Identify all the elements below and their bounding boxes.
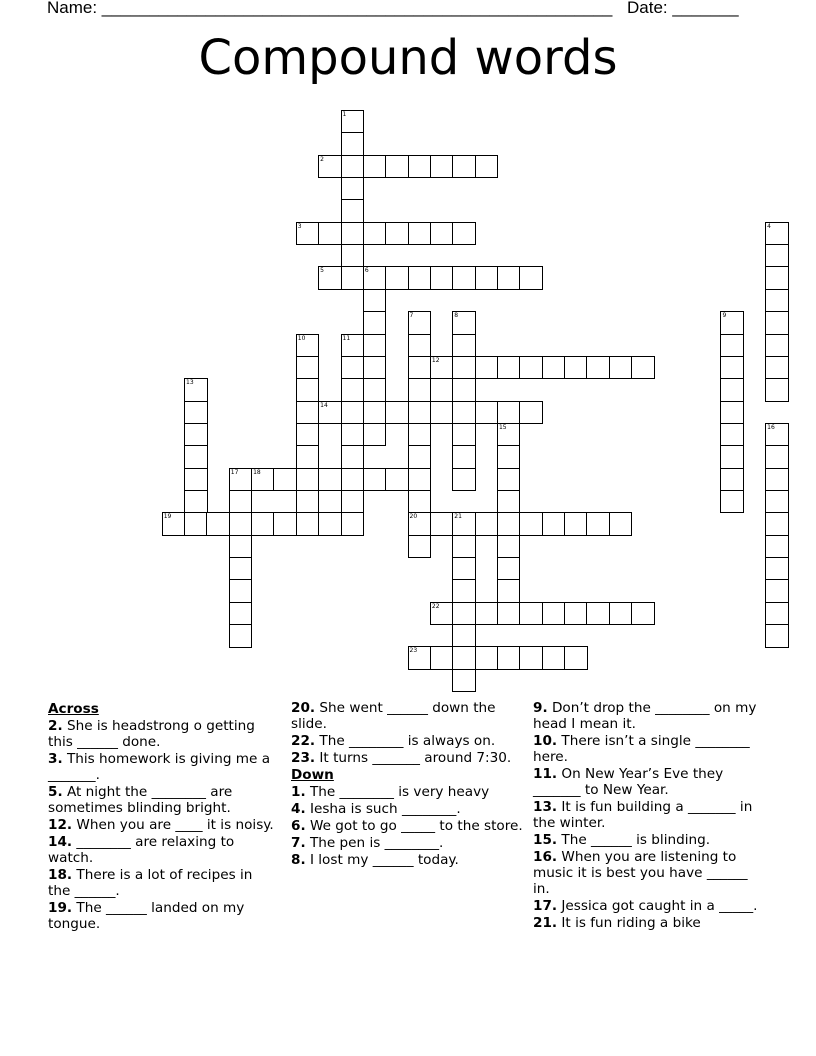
clue-number: 5. (48, 784, 63, 800)
grid-cell[interactable] (765, 378, 789, 402)
grid-cell[interactable] (475, 646, 499, 670)
across-heading: Across (48, 701, 99, 717)
grid-cell[interactable] (273, 468, 297, 492)
clue-text: ________ are relaxing to watch. (48, 834, 235, 866)
clue-number: 5 (320, 267, 324, 275)
grid-cell[interactable] (363, 155, 387, 179)
grid-cell[interactable] (720, 334, 744, 358)
grid-cell[interactable] (318, 512, 342, 536)
grid-cell[interactable] (765, 602, 789, 626)
grid-cell[interactable] (765, 445, 789, 469)
grid-cell[interactable] (184, 512, 208, 536)
grid-cell[interactable] (765, 468, 789, 492)
clue-number: 10 (297, 334, 306, 342)
grid-cell[interactable] (475, 602, 499, 626)
grid-cell[interactable] (497, 557, 521, 581)
clue-item (48, 718, 278, 750)
grid-cell[interactable] (206, 512, 230, 536)
clue-number: 17. (533, 898, 558, 914)
grid-cell[interactable] (452, 334, 476, 358)
clue-text: The ______ landed on my tongue. (48, 900, 245, 932)
grid-cell[interactable] (341, 490, 365, 514)
grid-cell[interactable] (765, 535, 789, 559)
grid-cell[interactable] (385, 468, 409, 492)
grid-cell[interactable] (184, 445, 208, 469)
grid-cell[interactable] (720, 378, 744, 402)
clue-number: 21 (454, 513, 462, 521)
clue-text: The pen is ________. (305, 835, 444, 851)
grid-cell[interactable] (452, 669, 476, 693)
clue-item (533, 915, 765, 931)
grid-cell[interactable] (720, 445, 744, 469)
grid-cell[interactable] (497, 512, 521, 536)
grid-cell[interactable] (408, 445, 432, 469)
clue-text: It is fun building a _______ in the winter. (533, 799, 753, 831)
clue-item (48, 867, 278, 899)
clue-item (48, 751, 278, 783)
grid-cell[interactable] (341, 155, 365, 179)
grid-cell[interactable] (296, 378, 320, 402)
clue-number: 19 (163, 513, 172, 521)
clue-number: 14. (48, 834, 73, 850)
clue-number: 6. (291, 818, 306, 834)
grid-cell[interactable] (564, 646, 588, 670)
clue-number: 15 (498, 423, 507, 431)
grid-cell[interactable] (720, 423, 744, 447)
clue-text: On New Year’s Eve they _______ to New Year. (533, 766, 724, 798)
grid-cell[interactable] (542, 646, 566, 670)
clue-number: 20 (409, 513, 418, 521)
grid-cell[interactable] (765, 579, 789, 603)
grid-cell[interactable] (318, 222, 342, 246)
grid-cell[interactable] (341, 401, 365, 425)
grid-cell[interactable] (341, 512, 365, 536)
grid-cell[interactable] (184, 423, 208, 447)
grid-cell[interactable] (519, 512, 543, 536)
grid-cell[interactable] (720, 311, 744, 335)
grid-cell[interactable] (408, 401, 432, 425)
grid-cell[interactable] (564, 512, 588, 536)
clue-number: 3 (297, 222, 302, 230)
grid-cell[interactable] (430, 266, 454, 290)
grid-cell[interactable] (363, 468, 387, 492)
clue-item (533, 849, 765, 897)
grid-cell[interactable] (586, 356, 610, 380)
clue-item (291, 784, 523, 800)
clues-column-2 (291, 700, 523, 869)
grid-cell[interactable] (765, 289, 789, 313)
grid-cell[interactable] (229, 557, 253, 581)
clue-text: She is headstrong o getting this ______ done. (48, 718, 255, 750)
grid-cell[interactable] (318, 155, 342, 179)
grid-cell[interactable] (564, 356, 588, 380)
grid-cell[interactable] (765, 266, 789, 290)
grid-cell[interactable] (452, 401, 476, 425)
grid-cell[interactable] (363, 311, 387, 335)
grid-cell[interactable] (296, 401, 320, 425)
grid-cell[interactable] (341, 110, 365, 134)
clue-item (291, 818, 523, 834)
grid-cell[interactable] (452, 445, 476, 469)
grid-cell[interactable] (765, 334, 789, 358)
grid-cell[interactable] (430, 155, 454, 179)
grid-cell[interactable] (363, 401, 387, 425)
clue-item (291, 700, 523, 732)
grid-cell[interactable] (542, 602, 566, 626)
grid-cell[interactable] (229, 579, 253, 603)
clue-number: 10. (533, 733, 558, 749)
clue-item (48, 834, 278, 866)
grid-cell[interactable] (497, 579, 521, 603)
clue-number: 18. (48, 867, 73, 883)
grid-cell[interactable] (341, 356, 365, 380)
grid-cell[interactable] (497, 490, 521, 514)
grid-cell[interactable] (765, 624, 789, 648)
clue-text: There isn’t a single ________ here. (533, 733, 750, 765)
date-field: Date: _______ (627, 0, 739, 17)
clue-item (533, 799, 765, 831)
grid-cell[interactable] (765, 356, 789, 380)
grid-cell[interactable] (229, 512, 253, 536)
clue-number: 23 (409, 647, 418, 655)
grid-cell[interactable] (475, 356, 499, 380)
grid-cell[interactable] (341, 177, 365, 201)
clue-text: We got to go _____ to the store. (305, 818, 523, 834)
grid-cell[interactable] (542, 512, 566, 536)
grid-cell[interactable] (720, 468, 744, 492)
clue-number: 12 (431, 356, 440, 364)
grid-cell[interactable] (341, 423, 365, 447)
grid-cell[interactable] (475, 155, 499, 179)
grid-cell[interactable] (251, 512, 275, 536)
grid-cell[interactable] (519, 266, 543, 290)
grid-cell[interactable] (408, 334, 432, 358)
grid-cell[interactable] (430, 401, 454, 425)
clue-text: It is fun riding a bike (557, 915, 701, 931)
clue-item (291, 801, 523, 817)
grid-cell[interactable] (385, 155, 409, 179)
grid-cell[interactable] (341, 222, 365, 246)
grid-cell[interactable] (408, 512, 432, 536)
grid-cell[interactable] (586, 512, 610, 536)
grid-cell[interactable] (452, 222, 476, 246)
clue-text: It turns _______ around 7:30. (315, 750, 512, 766)
grid-cell[interactable] (385, 222, 409, 246)
grid-cell[interactable] (519, 646, 543, 670)
grid-cell[interactable] (296, 445, 320, 469)
grid-cell[interactable] (497, 468, 521, 492)
clue-text: There is a lot of recipes in the ______. (48, 867, 253, 899)
grid-cell[interactable] (363, 423, 387, 447)
grid-cell[interactable] (229, 468, 253, 492)
clue-number: 22. (291, 733, 316, 749)
clues-column-3 (533, 700, 765, 932)
grid-cell[interactable] (475, 266, 499, 290)
clue-text: I lost my ______ today. (305, 852, 459, 868)
grid-cell[interactable] (430, 222, 454, 246)
grid-cell[interactable] (765, 512, 789, 536)
clue-text: This homework is giving me a _______. (48, 751, 271, 783)
clue-item (291, 852, 523, 868)
grid-cell[interactable] (430, 602, 454, 626)
grid-cell[interactable] (251, 468, 275, 492)
grid-cell[interactable] (497, 423, 521, 447)
grid-cell[interactable] (273, 512, 297, 536)
grid-cell[interactable] (497, 266, 521, 290)
clue-number: 18 (253, 468, 261, 476)
grid-cell[interactable] (765, 222, 789, 246)
grid-cell[interactable] (475, 512, 499, 536)
clue-number: 2. (48, 718, 63, 734)
clue-number: 19. (48, 900, 73, 916)
grid-cell[interactable] (229, 602, 253, 626)
grid-cell[interactable] (519, 401, 543, 425)
grid-cell[interactable] (162, 512, 186, 536)
grid-cell[interactable] (341, 132, 365, 156)
grid-cell[interactable] (363, 378, 387, 402)
grid-cell[interactable] (765, 490, 789, 514)
clue-number: 7. (291, 835, 306, 851)
grid-cell[interactable] (765, 557, 789, 581)
page-title: Compound words (198, 30, 618, 86)
grid-cell[interactable] (318, 266, 342, 290)
grid-cell[interactable] (408, 468, 432, 492)
clue-text: When you are ____ it is noisy. (72, 817, 274, 833)
grid-cell[interactable] (363, 266, 387, 290)
clue-number: 9 (722, 312, 727, 320)
grid-cell[interactable] (452, 557, 476, 581)
grid-cell[interactable] (430, 646, 454, 670)
clue-number: 11. (533, 766, 558, 782)
grid-cell[interactable] (184, 401, 208, 425)
grid-cell[interactable] (452, 468, 476, 492)
grid-cell[interactable] (408, 155, 432, 179)
grid-cell[interactable] (341, 378, 365, 402)
grid-cell[interactable] (184, 378, 208, 402)
grid-cell[interactable] (631, 602, 655, 626)
grid-cell[interactable] (430, 356, 454, 380)
clue-number: 2 (320, 155, 324, 163)
grid-cell[interactable] (363, 334, 387, 358)
grid-cell[interactable] (408, 222, 432, 246)
grid-cell[interactable] (296, 512, 320, 536)
grid-cell[interactable] (385, 266, 409, 290)
grid-cell[interactable] (296, 334, 320, 358)
clue-number: 14 (320, 401, 328, 409)
grid-cell[interactable] (765, 244, 789, 268)
clue-number: 8 (454, 312, 459, 320)
grid-cell[interactable] (497, 401, 521, 425)
grid-cell[interactable] (408, 311, 432, 335)
grid-cell[interactable] (341, 468, 365, 492)
grid-cell[interactable] (564, 602, 588, 626)
grid-cell[interactable] (452, 155, 476, 179)
grid-cell[interactable] (720, 401, 744, 425)
grid-cell[interactable] (408, 266, 432, 290)
grid-cell[interactable] (408, 423, 432, 447)
grid-cell[interactable] (296, 490, 320, 514)
grid-cell[interactable] (408, 646, 432, 670)
clue-number: 13. (533, 799, 558, 815)
clue-text: She went ______ down the slide. (291, 700, 496, 732)
clue-number: 16. (533, 849, 558, 865)
grid-cell[interactable] (363, 289, 387, 313)
grid-cell[interactable] (452, 602, 476, 626)
grid-cell[interactable] (452, 356, 476, 380)
grid-cell[interactable] (497, 535, 521, 559)
clue-item (48, 900, 278, 932)
down-heading: Down (291, 767, 334, 783)
clue-number: 8. (291, 852, 306, 868)
clue-text: At night the ________ are sometimes blinding bright. (48, 784, 233, 816)
clue-number: 16 (767, 423, 775, 431)
grid-cell[interactable] (452, 378, 476, 402)
clue-number: 23. (291, 750, 316, 766)
clue-number: 20. (291, 700, 316, 716)
grid-cell[interactable] (519, 356, 543, 380)
grid-cell[interactable] (497, 445, 521, 469)
grid-cell[interactable] (542, 356, 566, 380)
clues-column-1 (48, 700, 278, 933)
grid-cell[interactable] (452, 512, 476, 536)
grid-cell[interactable] (184, 490, 208, 514)
clue-item (291, 835, 523, 851)
clue-item (533, 832, 765, 848)
grid-cell[interactable] (341, 334, 365, 358)
clue-number: 6 (364, 267, 369, 275)
grid-cell[interactable] (452, 266, 476, 290)
grid-cell[interactable] (720, 356, 744, 380)
clue-number: 3. (48, 751, 63, 767)
grid-cell[interactable] (430, 512, 454, 536)
clue-item (533, 766, 765, 798)
grid-cell[interactable] (363, 356, 387, 380)
grid-cell[interactable] (229, 535, 253, 559)
clue-number: 4. (291, 801, 306, 817)
clue-item (533, 733, 765, 765)
grid-cell[interactable] (408, 535, 432, 559)
clue-number: 15. (533, 832, 558, 848)
grid-cell[interactable] (341, 445, 365, 469)
grid-cell[interactable] (497, 602, 521, 626)
grid-cell[interactable] (408, 356, 432, 380)
grid-cell[interactable] (631, 356, 655, 380)
grid-cell[interactable] (497, 356, 521, 380)
grid-cell[interactable] (341, 266, 365, 290)
grid-cell[interactable] (296, 222, 320, 246)
clue-number: 11 (342, 334, 351, 342)
clue-text: The ________ is always on. (315, 733, 496, 749)
clue-item (291, 750, 523, 766)
clue-number: 22 (431, 602, 440, 610)
grid-cell[interactable] (296, 468, 320, 492)
clue-number: 9. (533, 700, 548, 716)
grid-cell[interactable] (452, 423, 476, 447)
grid-cell[interactable] (229, 624, 253, 648)
clue-number: 17 (230, 468, 239, 476)
grid-cell[interactable] (341, 199, 365, 223)
grid-cell[interactable] (184, 468, 208, 492)
clue-number: 13 (186, 379, 194, 387)
grid-cell[interactable] (519, 602, 543, 626)
grid-cell[interactable] (765, 423, 789, 447)
grid-cell[interactable] (318, 401, 342, 425)
grid-cell[interactable] (408, 490, 432, 514)
grid-cell[interactable] (452, 535, 476, 559)
grid-cell[interactable] (586, 602, 610, 626)
grid-cell[interactable] (475, 401, 499, 425)
clue-item (533, 898, 765, 914)
grid-cell[interactable] (385, 401, 409, 425)
grid-cell[interactable] (341, 244, 365, 268)
clue-item (291, 733, 523, 749)
grid-cell[interactable] (452, 646, 476, 670)
clue-item (48, 784, 278, 816)
clue-text: The ________ is very heavy (305, 784, 490, 800)
clue-text: When you are listening to music it is best you have ______ in. (533, 849, 748, 897)
clue-number: 12. (48, 817, 73, 833)
grid-cell[interactable] (452, 311, 476, 335)
clue-text: The ______ is blinding. (557, 832, 711, 848)
clue-item (48, 817, 278, 833)
clue-number: 7 (409, 312, 414, 320)
grid-cell[interactable] (609, 602, 633, 626)
clue-number: 1 (342, 111, 347, 118)
grid-cell[interactable] (720, 490, 744, 514)
clue-text: Iesha is such ________. (305, 801, 461, 817)
clue-number: 4 (767, 222, 771, 230)
grid-cell[interactable] (296, 356, 320, 380)
grid-cell[interactable] (408, 378, 432, 402)
grid-cell[interactable] (229, 490, 253, 514)
grid-cell[interactable] (765, 311, 789, 335)
clue-text: Jessica got caught in a _____. (557, 898, 758, 914)
grid-cell[interactable] (609, 356, 633, 380)
grid-cell[interactable] (497, 646, 521, 670)
clue-number: 1. (291, 784, 306, 800)
name-field: Name: ______________________________________________________ (47, 0, 613, 17)
clue-number: 21. (533, 915, 558, 931)
grid-cell[interactable] (609, 512, 633, 536)
grid-cell[interactable] (318, 468, 342, 492)
grid-cell[interactable] (452, 579, 476, 603)
grid-cell[interactable] (452, 624, 476, 648)
grid-cell[interactable] (363, 222, 387, 246)
clue-text: Don’t drop the ________ on my head I mean it. (533, 700, 757, 732)
clue-item (533, 700, 765, 732)
grid-cell[interactable] (296, 423, 320, 447)
